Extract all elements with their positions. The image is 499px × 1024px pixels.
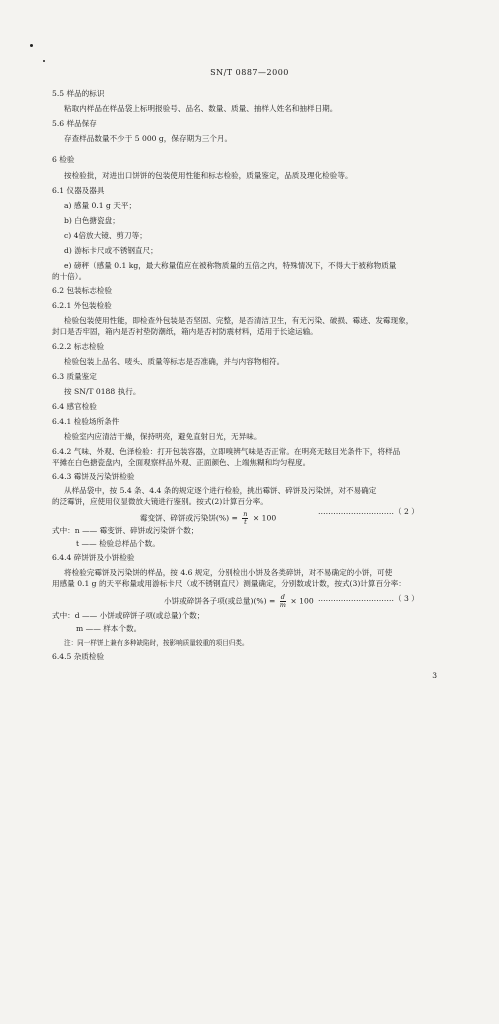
section-6-heading: 6 检验 [52,155,75,164]
formula-3-numerator: d [280,593,285,601]
section-6-2-2-body: 检验包装上品名、唛头、质量等标志是否准确，并与内容物相符。 [64,357,285,366]
section-6-4-5-heading: 6.4.5 杂质检验 [52,652,105,661]
instrument-item-e-cont: 的十倍）。 [52,272,87,281]
section-6-4-2-body-cont: 平摊在白色搪瓷盘内，全面观察样品外观、正面颜色、上端焦糊和均匀程度。 [52,458,311,467]
scan-speck [30,44,33,47]
formula-2 [140,511,276,526]
section-6-1-heading: 6.1 仪器及器具 [52,186,105,195]
section-6-4-3-body: 从样品袋中，按 5.4 条、4.4 条的规定逐个进行检验，挑出霉饼、碎饼及污染饼，对不易确定 [64,486,377,495]
formula-3-denominator: m [279,601,286,609]
formula-3-rhs: × 100 [290,596,314,606]
formula-3-fraction [280,594,286,609]
scan-speck [43,60,45,62]
section-5-5-heading: 5.5 样品的标识 [52,89,105,98]
section-6-2-2-heading: 6.2.2 标志检验 [52,342,105,351]
section-6-body: 按检验批，对进出口饼饼的包装使用性能和标志检验，质量鉴定，品质及理化检验等。 [64,171,353,180]
section-5-6-heading: 5.6 样品保存 [52,119,97,128]
section-6-4-1-heading: 6.4.1 检验场所条件 [52,417,120,426]
note: 注：同一样饼上兼有多种缺陷时，按影响质量较重的项目归类。 [64,639,249,647]
section-6-3-body: 按 SN/T 0188 执行。 [64,387,141,396]
formula-3-lhs: 小饼或碎饼各子项(或总量)(%) = [164,596,276,606]
instrument-item-c: c) 4倍放大镜、剪刀等； [64,231,147,240]
instrument-item-b: b) 白色搪瓷盘； [64,216,120,225]
page-number: 3 [432,671,437,680]
section-6-4-3-heading: 6.4.3 霉饼及污染饼检验 [52,472,135,481]
section-6-4-4-body-cont: 用感量 0.1 g 的天平称量或用游标卡尺（或不锈钢直尺）测量确定，分别数或计数，按式(3)计算百分率： [52,579,406,588]
section-6-4-4-heading: 6.4.4 碎饼饼及小饼检验 [52,553,135,562]
formula-3 [164,594,314,609]
formula-2-lhs: 霉变饼、碎饼或污染饼(%) = [140,513,238,523]
where-m: m —— 样本个数。 [76,624,142,633]
section-6-2-heading: 6.2 包装标志检验 [52,286,113,295]
standard-header: SN/T 0887—2000 [210,68,289,77]
section-6-4-heading: 6.4 感官检验 [52,402,97,411]
section-6-2-1-heading: 6.2.1 外包装检验 [52,301,112,310]
formula-2-denominator: t [244,518,247,526]
where-d: 式中：d —— 小饼或碎饼子项(或总量)个数； [52,611,205,620]
section-5-6-body: 存查样品数量不少于 5 000 g，保存期为三个月。 [64,134,233,143]
section-6-3-heading: 6.3 质量鉴定 [52,372,97,381]
section-5-5-body: 粘取内样品在样品袋上标明报验号、品名、数量、质量、抽样人姓名和抽样日期。 [64,104,338,113]
section-6-2-1-body-cont: 封口是否牢固，箱内是否衬垫防潮纸，箱内是否衬防震材料，适用于长途运输。 [52,327,318,336]
formula-2-fraction [242,511,248,526]
section-6-2-1-body: 检验包装使用性能，即检查外包装是否坚固、完整，是否清洁卫生，有无污染、破损、霉迹、发霉现象， [64,316,414,325]
section-6-4-3-body-cont: 的泛霉饼，应使用仪显微放大镜进行鉴别。按式(2)计算百分率。 [52,497,268,506]
formula-2-rhs: × 100 [252,513,277,523]
section-6-4-2-body: 6.4.2 气味、外观、色泽检验：打开包装容器，立即嗅辨气味是否正常。在明亮无眩目光条件下，将样品 [52,447,401,456]
where-n: 式中：n —— 霉变饼、碎饼或污染饼个数； [52,526,199,535]
formula-2-numerator: n [243,510,248,518]
instrument-item-a: a) 感量 0.1 g 天平； [64,201,137,210]
section-6-4-4-body: 将检验完霉饼及污染饼的样品，按 4.6 规定，分别检出小饼及各类碎饼，对不易确定的小饼，可使 [64,568,393,577]
instrument-item-d: d) 游标卡尺或不锈钢直尺； [64,246,158,255]
instrument-item-e: e) 磅秤（感量 0.1 kg，最大称量值应在被称物质量的五倍之内，特殊情况下，不得大于被称物质量 [64,261,397,270]
formula-3-tag: …………………………（ 3 ） [318,594,419,603]
section-6-4-1-body: 检验室内应清洁干燥，保持明亮，避免直射日光，无异味。 [64,432,262,441]
formula-2-tag: …………………………（ 2 ） [318,507,419,516]
where-t: t —— 检验总样品个数。 [76,539,160,548]
